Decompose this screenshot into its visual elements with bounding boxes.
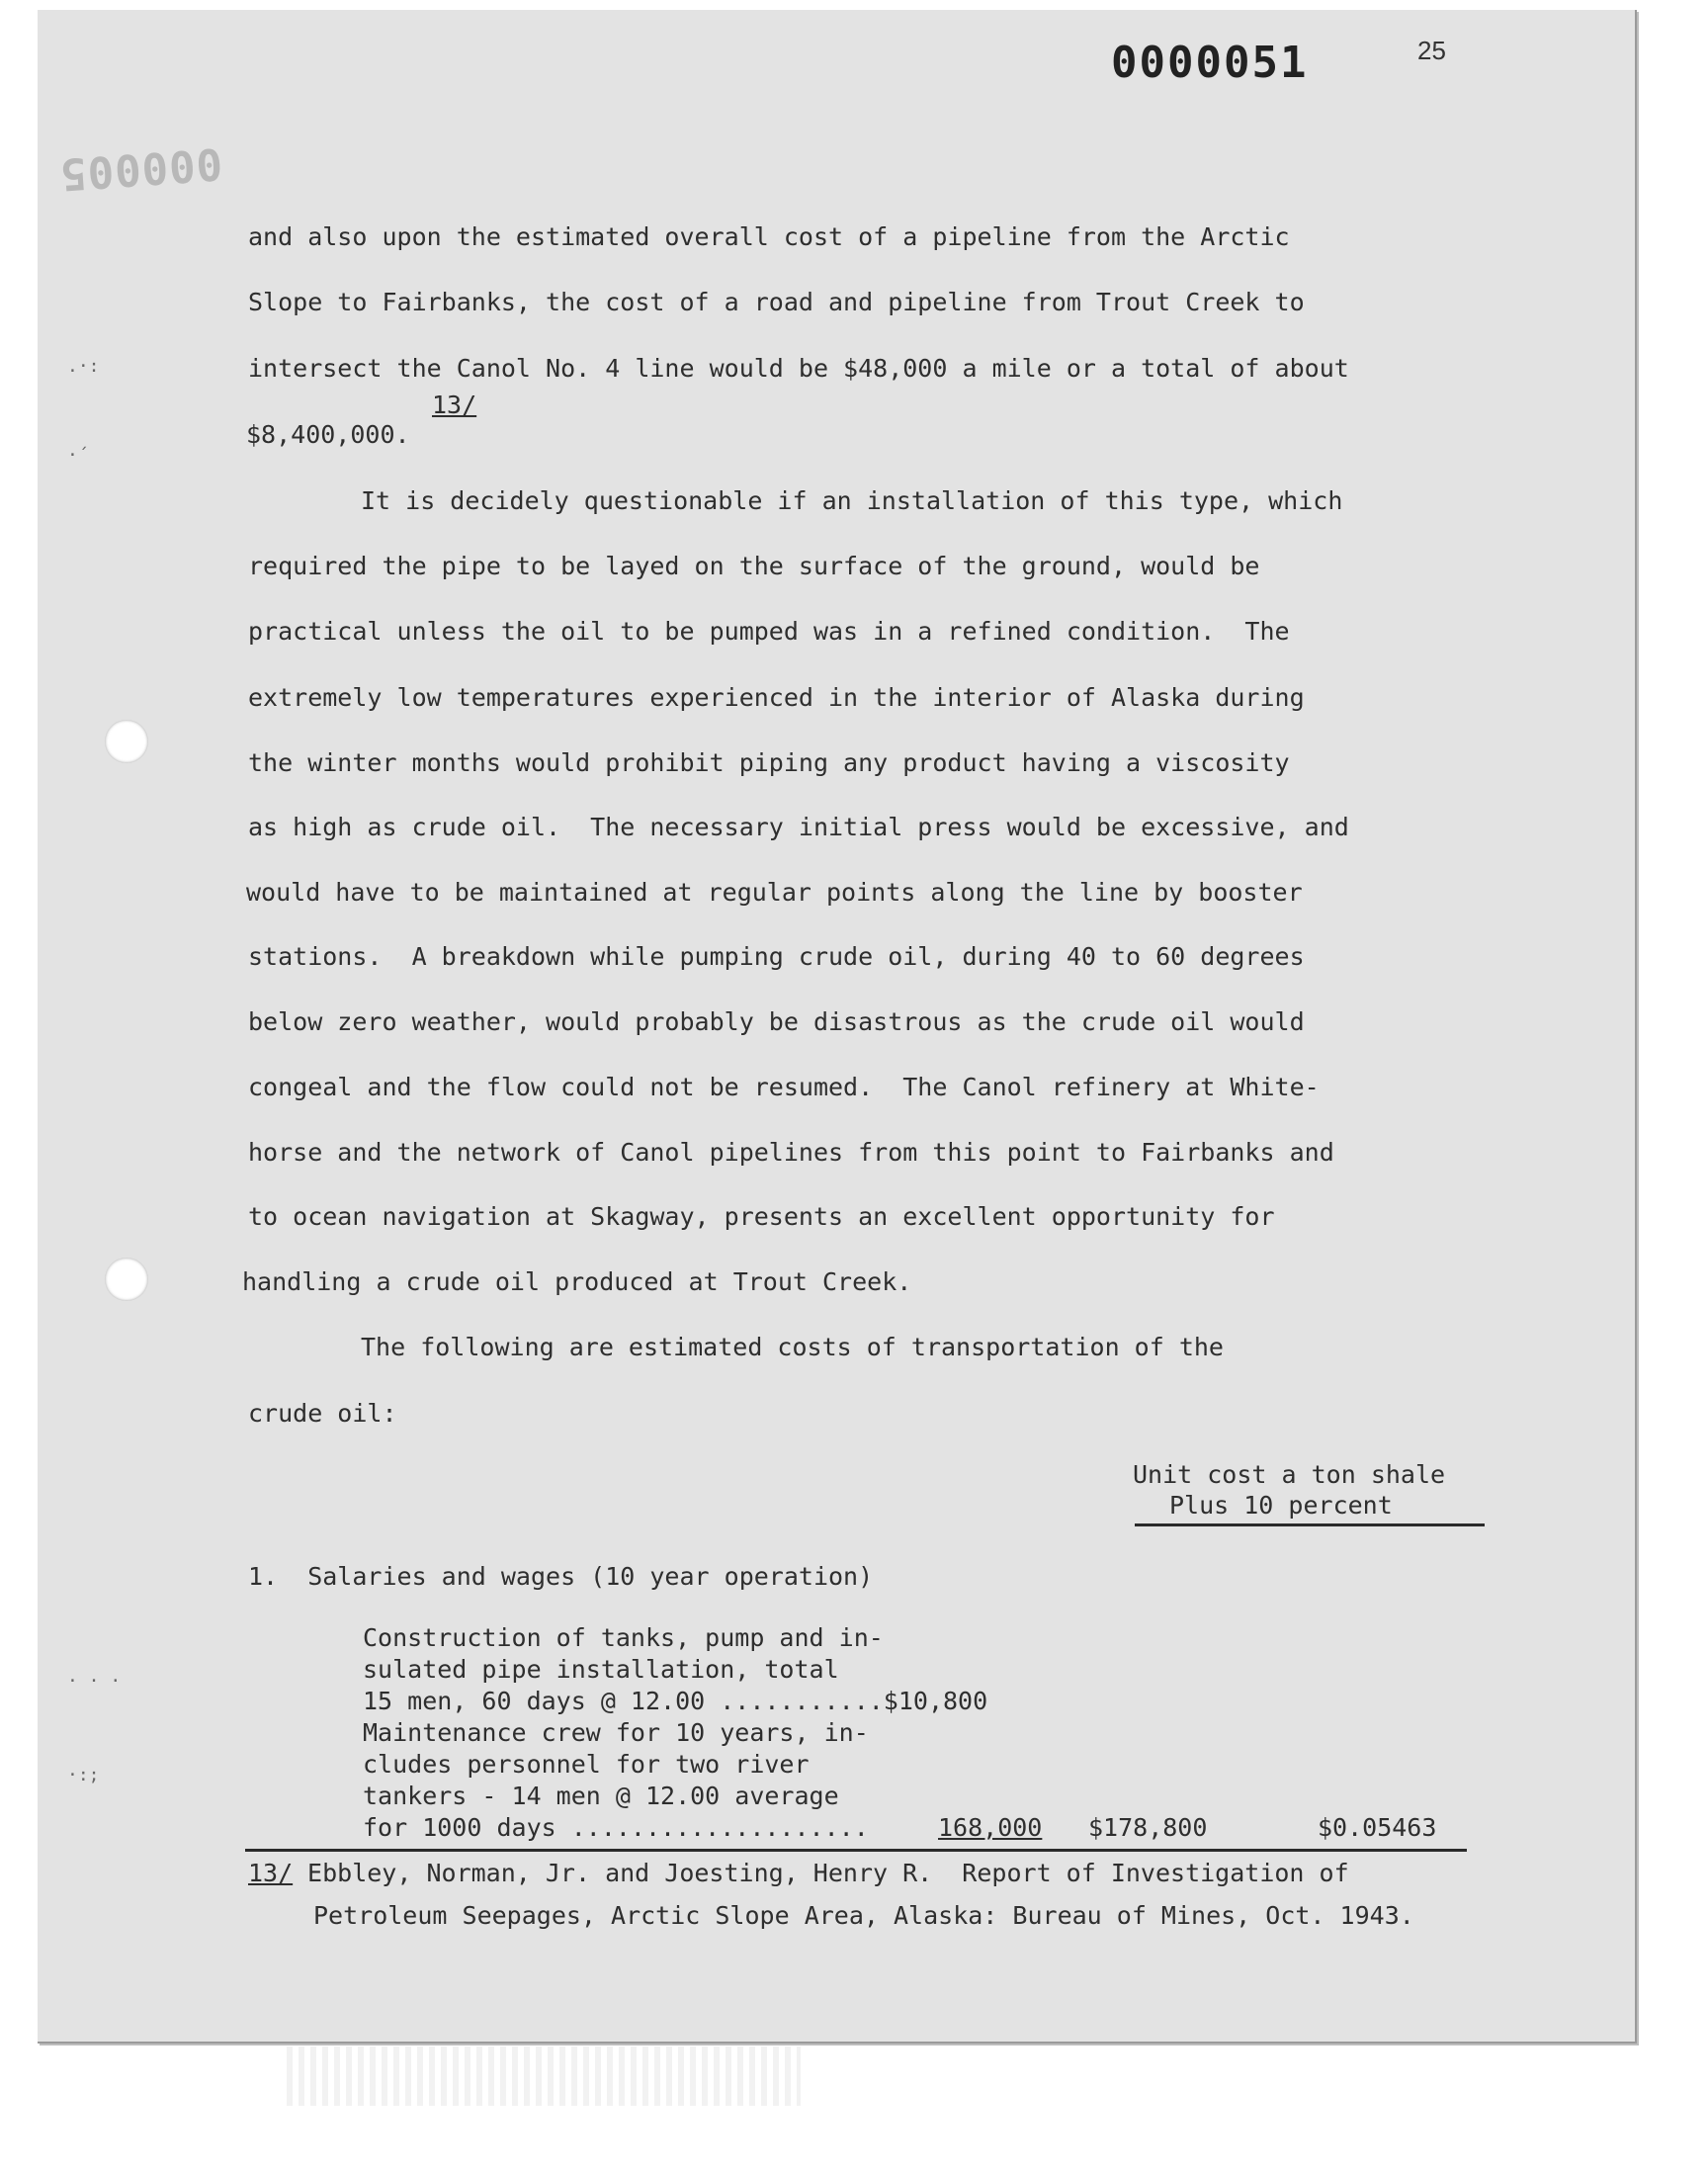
text-line: required the pipe to be layed on the surface of the ground, would be — [248, 552, 1260, 580]
detail-line: for 1000 days .................... — [363, 1813, 869, 1842]
detail-line: sulated pipe installation, total — [363, 1655, 839, 1684]
amount-168000: 168,000 — [938, 1813, 1043, 1842]
text-line: the winter months would prohibit piping any product having a viscosity — [248, 748, 1290, 777]
detail-line: Construction of tanks, pump and in- — [363, 1623, 884, 1652]
text-line: as high as crude oil. The necessary initial press would be excessive, and — [248, 813, 1349, 841]
text-line: horse and the network of Canol pipelines from this point to Fairbanks and — [248, 1138, 1334, 1167]
punch-hole — [105, 1258, 148, 1301]
text-line: to ocean navigation at Skagway, presents an excellent opportunity for — [248, 1202, 1275, 1231]
text-line: crude oil: — [248, 1399, 397, 1428]
scan-specks: .·: — [67, 356, 100, 377]
punch-hole — [105, 720, 148, 763]
document-page — [38, 10, 1637, 2044]
text-line: stations. A breakdown while pumping crude oil, during 40 to 60 degrees — [248, 942, 1305, 971]
document-stamp-number: 0000051 — [1111, 38, 1309, 88]
detail-line: 15 men, 60 days @ 12.00 ...........$10,800 — [363, 1687, 988, 1715]
bleed-through-stamp: 000005 — [57, 137, 224, 200]
footnote-marker: 13/ — [248, 1859, 294, 1887]
text-line: extremely low temperatures experienced in the interior of Alaska during — [248, 683, 1305, 712]
column-header-line: Unit cost a ton shale — [1133, 1460, 1446, 1489]
page-number: 25 — [1417, 36, 1446, 65]
scan-specks: · · · — [67, 1671, 122, 1692]
text-line: intersect the Canol No. 4 line would be $48,000 a mile or a total of about — [248, 354, 1349, 383]
text-line: Slope to Fairbanks, the cost of a road and pipeline from Trout Creek to — [248, 288, 1305, 316]
scan-specks: ·:; — [67, 1765, 100, 1785]
footnote-line: Petroleum Seepages, Arctic Slope Area, Alaska: Bureau of Mines, Oct. 1943. — [313, 1901, 1414, 1930]
detail-line: cludes personnel for two river — [363, 1750, 810, 1779]
detail-line: tankers - 14 men @ 12.00 average — [363, 1782, 839, 1810]
text-line: handling a crude oil produced at Trout Creek. — [242, 1267, 912, 1296]
footnote-line: Ebbley, Norman, Jr. and Joesting, Henry R. Report of Investigation of — [293, 1859, 1349, 1887]
header-underline — [1135, 1523, 1485, 1526]
text-line: $8,400,000. — [246, 420, 410, 449]
text-line: congeal and the flow could not be resumed. The Canol refinery at White- — [248, 1073, 1320, 1101]
text-line: and also upon the estimated overall cost of a pipeline from the Arctic — [248, 222, 1290, 251]
column-header-line: Plus 10 percent — [1169, 1491, 1393, 1520]
footnote-reference: 13/ — [432, 391, 477, 419]
scanner-artifact-strip — [287, 2046, 801, 2106]
footnote-rule — [245, 1849, 1467, 1852]
text-line: It is decidely questionable if an installation of this type, which — [361, 486, 1343, 515]
text-line: practical unless the oil to be pumped was in a refined condition. The — [248, 617, 1290, 646]
detail-line: Maintenance crew for 10 years, in- — [363, 1718, 869, 1747]
unit-cost-value: $0.05463 — [1318, 1813, 1437, 1842]
text-line: The following are estimated costs of transportation of the — [361, 1333, 1224, 1361]
item-heading: 1. Salaries and wages (10 year operation) — [248, 1562, 874, 1591]
scan-specks: ·´ — [67, 445, 89, 466]
subtotal-amount: $178,800 — [1088, 1813, 1208, 1842]
text-line: below zero weather, would probably be disastrous as the crude oil would — [248, 1007, 1305, 1036]
text-line: would have to be maintained at regular points along the line by booster — [246, 878, 1303, 907]
